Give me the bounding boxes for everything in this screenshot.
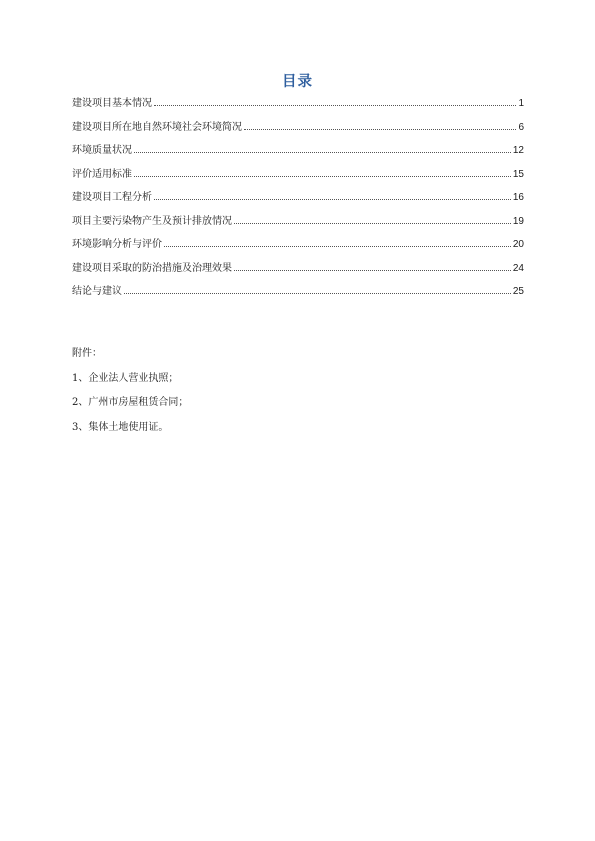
toc-entry[interactable] <box>72 188 524 212</box>
toc-entry[interactable] <box>72 94 524 118</box>
toc-entry[interactable] <box>72 259 524 283</box>
toc-entry-page: 19 <box>512 215 524 227</box>
toc-entry-label: 环境影响分析与评价 <box>72 239 162 250</box>
attachment-item: 1、企业法人营业执照； <box>72 372 179 384</box>
toc-entry[interactable] <box>72 141 524 165</box>
toc-dot-leader <box>134 152 511 153</box>
attachments-section <box>72 344 524 442</box>
toc-entry-label: 项目主要污染物产生及预计排放情况 <box>72 215 232 227</box>
toc-entry[interactable] <box>72 212 524 236</box>
toc-dot-leader <box>164 246 511 247</box>
toc-entry-label: 环境质量状况 <box>72 145 132 156</box>
toc-entry[interactable] <box>72 118 524 142</box>
toc-title: 目录 <box>282 74 313 90</box>
toc-entry-label: 评价适用标准 <box>72 168 132 180</box>
toc-entry[interactable] <box>72 282 524 306</box>
toc-entry-page: 15 <box>512 168 524 180</box>
toc-entry-label: 建设项目采取的防治措施及治理效果 <box>72 262 232 274</box>
toc-entry-page: 1 <box>518 98 524 109</box>
toc-entry-page: 20 <box>512 239 524 250</box>
toc-entry[interactable] <box>72 235 524 259</box>
toc-entry-page: 16 <box>512 192 524 203</box>
toc-dot-leader <box>154 105 516 106</box>
attachment-item: 2、广州市房屋租赁合同； <box>72 397 189 408</box>
toc-dot-leader <box>244 129 516 130</box>
toc-entry-label: 建设项目工程分析 <box>72 192 152 203</box>
toc-entry-label: 结论与建议 <box>72 286 122 297</box>
toc-dot-leader <box>154 199 511 200</box>
attachment-item: 3、集体土地使用证。 <box>72 421 169 433</box>
toc-entry[interactable] <box>72 165 524 189</box>
table-of-contents <box>72 94 524 306</box>
toc-entry-label: 建设项目所在地自然环境社会环境简况 <box>72 121 242 133</box>
toc-dot-leader <box>124 293 511 294</box>
toc-entry-label: 建设项目基本情况 <box>72 98 152 109</box>
toc-entry-page: 24 <box>512 262 524 274</box>
toc-entry-page: 12 <box>512 145 524 156</box>
toc-dot-leader <box>134 176 511 177</box>
attachments-heading: 附件： <box>72 348 102 359</box>
toc-entry-page: 6 <box>518 121 524 133</box>
toc-dot-leader <box>234 270 511 271</box>
toc-dot-leader <box>234 223 511 224</box>
toc-entry-page: 25 <box>512 286 524 297</box>
